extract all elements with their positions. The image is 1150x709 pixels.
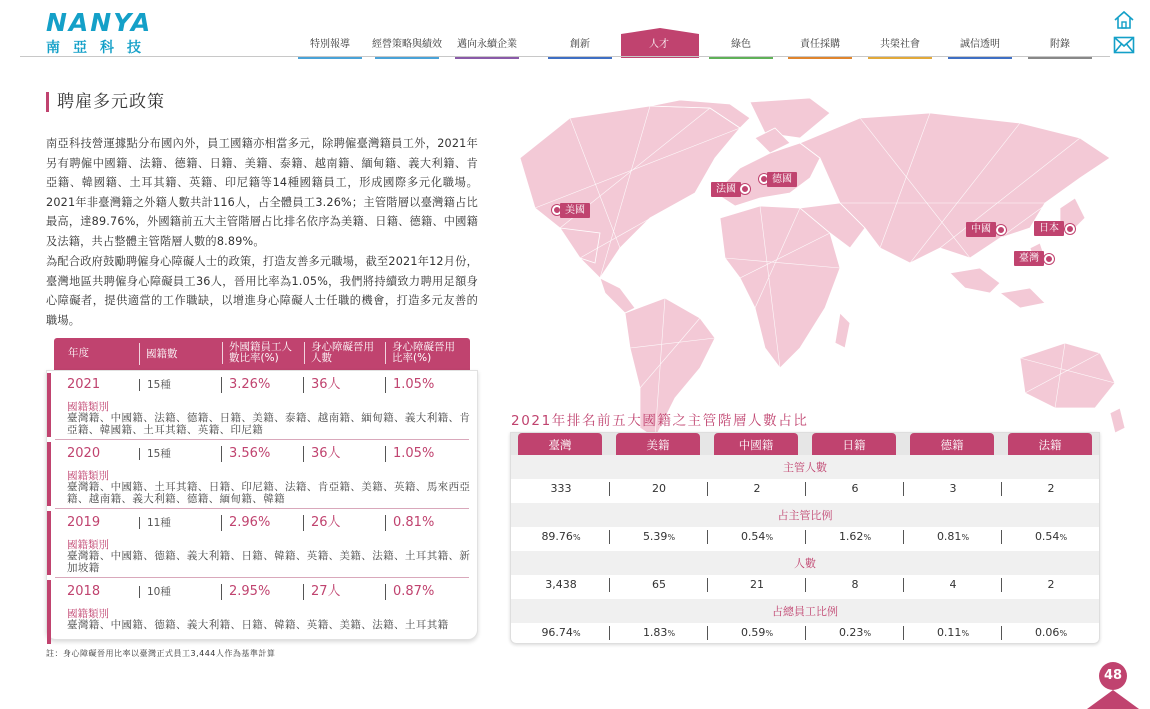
row-category-label: 國籍類別 xyxy=(67,470,109,482)
cell-value: 3 xyxy=(949,482,957,495)
cell-divider xyxy=(1001,578,1002,592)
cell-divider xyxy=(805,530,806,544)
row-nationality-count: 15種 xyxy=(139,448,171,460)
nav-item-label: 邁向永續企業 xyxy=(457,39,517,50)
page-number-decoration xyxy=(1087,690,1139,709)
cell-divider xyxy=(1001,482,1002,496)
row-values xyxy=(67,584,477,602)
table-row xyxy=(511,575,1099,595)
cell-value: 0.54 xyxy=(1034,530,1060,543)
table-cell xyxy=(1002,479,1100,499)
nav-item-7[interactable] xyxy=(862,38,938,52)
cell-unit: % xyxy=(667,629,676,638)
management-table-title: 2021年排名前五大國籍之主管階層人數占比 xyxy=(511,413,809,429)
row-nationality-count: 15種 xyxy=(139,379,171,391)
nav-item-2[interactable] xyxy=(449,38,525,52)
row-foreign-pct: 2.96% xyxy=(221,515,270,531)
table-cell xyxy=(708,527,806,548)
header-disabled-rate: 身心障礙晉用比率(%) xyxy=(385,342,461,364)
cell-value: 0.23 xyxy=(838,626,864,639)
row-accent-bar xyxy=(47,442,51,506)
row-nationality-list: 臺灣籍、中國籍、法籍、德籍、日籍、美籍、泰籍、越南籍、緬甸籍、義大利籍、肯亞籍、韓國籍、土耳其籍、英籍、印尼籍 xyxy=(67,412,471,436)
cell-value: 89.76 xyxy=(541,530,573,543)
cell-unit: % xyxy=(765,533,774,542)
table-row xyxy=(47,371,477,440)
table-cell xyxy=(1002,527,1100,548)
cell-value: 0.06 xyxy=(1034,626,1060,639)
cell-divider xyxy=(707,626,708,640)
table-cell xyxy=(512,527,610,548)
table-row xyxy=(511,479,1099,499)
table-cell xyxy=(512,575,610,595)
row-disabled-num: 36人 xyxy=(303,377,341,393)
row-category-label: 國籍類別 xyxy=(67,539,109,551)
world-map xyxy=(500,98,1140,448)
row-disabled-num: 36人 xyxy=(303,446,341,462)
map-label-taiwan: 臺灣 xyxy=(1014,251,1044,266)
home-icon[interactable] xyxy=(1113,10,1135,30)
nav-item-underline xyxy=(455,57,519,59)
table-cell xyxy=(610,575,708,595)
table-body xyxy=(46,370,478,640)
cell-divider xyxy=(707,482,708,496)
cell-unit: % xyxy=(572,629,581,638)
nav-item-5[interactable] xyxy=(703,38,779,52)
table-cell xyxy=(904,527,1002,548)
cell-value: 3,438 xyxy=(545,578,577,591)
cell-divider xyxy=(1001,626,1002,640)
cell-unit: % xyxy=(572,533,581,542)
nav-item-label: 綠色 xyxy=(731,39,751,50)
map-label-japan: 日本 xyxy=(1034,221,1064,236)
header-cell: 美籍 xyxy=(616,433,700,455)
row-foreign-pct: 3.56% xyxy=(221,446,270,462)
cell-unit: % xyxy=(863,533,872,542)
table-row xyxy=(511,623,1099,643)
header-count: 國籍數 xyxy=(139,343,178,365)
cell-unit: % xyxy=(961,629,970,638)
page-number: 48 xyxy=(1099,662,1127,690)
row-category-label: 國籍類別 xyxy=(67,401,109,413)
map-label-usa: 美國 xyxy=(560,203,590,218)
row-foreign-pct: 2.95% xyxy=(221,584,270,600)
row-accent-bar xyxy=(47,373,51,437)
row-category-label: 國籍類別 xyxy=(67,608,109,620)
cell-value: 1.83 xyxy=(642,626,668,639)
nav-item-underline xyxy=(709,57,773,59)
footnote: 註：身心障礙晉用比率以臺灣正式員工3,444人作為基準計算 xyxy=(46,649,276,658)
header-divider xyxy=(20,56,1110,57)
row-foreign-pct: 3.26% xyxy=(221,377,270,393)
group-label: 主管人數 xyxy=(783,461,827,474)
nav-item-6[interactable] xyxy=(782,38,858,52)
nav-item-0[interactable] xyxy=(292,38,368,52)
table-cell xyxy=(610,479,708,499)
cell-unit: % xyxy=(1059,629,1068,638)
top-navigation xyxy=(272,28,1100,58)
world-map-graphic xyxy=(500,98,1140,448)
map-label-germany: 德國 xyxy=(767,172,797,187)
table-row xyxy=(47,440,477,509)
cell-value: 4 xyxy=(949,578,957,591)
row-disabled-rate: 1.05% xyxy=(385,446,434,462)
map-marker-japan xyxy=(1065,224,1075,234)
cell-value: 0.11 xyxy=(936,626,962,639)
nav-item-underline xyxy=(868,57,932,59)
cell-divider xyxy=(707,578,708,592)
header-disabled-num: 身心障礙晉用人數 xyxy=(304,342,380,364)
header-cell: 日籍 xyxy=(812,433,896,455)
disability-paragraph: 為配合政府鼓勵聘僱身心障礙人士的政策，打造友善多元職場，截至2021年12月份，臺灣地區共聘僱身心障礙員工36人，晉用比率為1.05%，我們將持續致力聘用足額身心障礙者，提供適當的工作職缺，以增進身心障礙人士任職的機會，打造多元友善的職場。 xyxy=(46,255,478,327)
cell-divider xyxy=(609,626,610,640)
row-disabled-rate: 0.87% xyxy=(385,584,434,600)
row-nationality-list: 臺灣籍、中國籍、德籍、義大利籍、日籍、韓籍、英籍、美籍、法籍、土耳其籍、新加坡籍 xyxy=(67,550,471,574)
logo-subtitle: 南亞科技 xyxy=(46,40,154,56)
cell-value: 2 xyxy=(1047,482,1055,495)
cell-value: 0.59 xyxy=(740,626,766,639)
table-cell xyxy=(806,575,904,595)
row-values xyxy=(67,446,477,464)
row-disabled-rate: 0.81% xyxy=(385,515,434,531)
nav-item-label: 誠信透明 xyxy=(960,39,1000,50)
row-accent-bar xyxy=(47,580,51,644)
table-cell xyxy=(512,623,610,644)
header-foreign-pct: 外國籍員工人數比率(%) xyxy=(222,342,298,364)
table-cell xyxy=(806,623,904,644)
cell-divider xyxy=(1001,530,1002,544)
cell-divider xyxy=(609,482,610,496)
cell-value: 0.81 xyxy=(936,530,962,543)
table-row xyxy=(47,509,477,578)
table-row xyxy=(511,527,1099,547)
table-cell xyxy=(806,527,904,548)
cell-divider xyxy=(903,530,904,544)
header-year: 年度 xyxy=(68,347,89,359)
group-label: 人數 xyxy=(794,557,816,570)
nav-item-label: 特別報導 xyxy=(310,39,350,50)
mail-icon[interactable] xyxy=(1113,36,1135,54)
map-marker-china xyxy=(996,225,1006,235)
nav-item-label: 創新 xyxy=(570,39,590,50)
cell-unit: % xyxy=(1059,533,1068,542)
cell-value: 21 xyxy=(750,578,764,591)
nav-item-1[interactable] xyxy=(369,38,445,52)
cell-value: 6 xyxy=(851,482,859,495)
nav-item-label: 人才 xyxy=(649,39,669,50)
cell-value: 8 xyxy=(851,578,859,591)
cell-divider xyxy=(903,482,904,496)
cell-divider xyxy=(805,482,806,496)
header-cell: 德籍 xyxy=(910,433,994,455)
nav-item-underline xyxy=(548,57,612,59)
management-table-header xyxy=(511,433,1099,455)
cell-value: 96.74 xyxy=(541,626,573,639)
nav-item-underline xyxy=(298,57,362,59)
table-cell xyxy=(708,479,806,499)
nav-item-underline xyxy=(788,57,852,59)
yearly-diversity-table xyxy=(46,338,478,640)
cell-divider xyxy=(805,626,806,640)
nav-item-label: 附錄 xyxy=(1050,39,1070,50)
table-cell xyxy=(904,623,1002,644)
row-nationality-count: 11種 xyxy=(139,517,171,529)
header-cell: 法籍 xyxy=(1008,433,1092,455)
nav-item-8[interactable] xyxy=(942,38,1018,52)
cell-divider xyxy=(609,530,610,544)
cell-value: 65 xyxy=(652,578,666,591)
group-label: 占主管比例 xyxy=(777,509,833,522)
row-disabled-rate: 1.05% xyxy=(385,377,434,393)
nav-item-label: 共榮社會 xyxy=(880,39,920,50)
nav-item-label: 責任採購 xyxy=(800,39,840,50)
map-marker-france xyxy=(740,184,750,194)
table-cell xyxy=(1002,575,1100,595)
nav-item-label: 經營策略與績效 xyxy=(372,39,442,50)
nav-item-underline xyxy=(948,57,1012,59)
cell-value: 2 xyxy=(753,482,761,495)
nanya-logo[interactable] xyxy=(46,8,166,56)
cell-divider xyxy=(609,578,610,592)
nav-item-underline xyxy=(1028,57,1092,59)
table-cell xyxy=(512,479,610,499)
nav-item-underline xyxy=(375,57,439,59)
row-year: 2021 xyxy=(67,377,101,392)
cell-value: 0.54 xyxy=(740,530,766,543)
row-nationality-count: 10種 xyxy=(139,586,171,598)
row-nationality-list: 臺灣籍、中國籍、德籍、義大利籍、日籍、韓籍、英籍、美籍、法籍、土耳其籍 xyxy=(67,619,449,631)
row-values xyxy=(67,377,477,395)
cell-value: 333 xyxy=(550,482,572,495)
table-cell xyxy=(1002,623,1100,644)
row-disabled-num: 27人 xyxy=(303,584,341,600)
cell-value: 5.39 xyxy=(642,530,668,543)
management-nationality-table xyxy=(510,432,1100,644)
table-cell xyxy=(708,575,806,595)
cell-unit: % xyxy=(765,629,774,638)
row-accent-bar xyxy=(47,511,51,575)
cell-value: 20 xyxy=(652,482,666,495)
cell-unit: % xyxy=(961,533,970,542)
table-row xyxy=(47,578,477,647)
group-label: 占總員工比例 xyxy=(772,605,838,618)
map-marker-taiwan xyxy=(1044,254,1054,264)
cell-value: 2 xyxy=(1047,578,1055,591)
table-cell xyxy=(806,479,904,499)
table-cell xyxy=(610,623,708,644)
cell-value: 1.62 xyxy=(838,530,864,543)
cell-divider xyxy=(805,578,806,592)
cell-divider xyxy=(903,626,904,640)
row-year: 2020 xyxy=(67,446,101,461)
table-cell xyxy=(904,479,1002,499)
header-cell: 臺灣 xyxy=(518,433,602,455)
nav-item-4[interactable] xyxy=(621,28,697,58)
row-values xyxy=(67,515,477,533)
row-year: 2019 xyxy=(67,515,101,530)
row-disabled-num: 26人 xyxy=(303,515,341,531)
nav-item-9[interactable] xyxy=(1022,38,1098,52)
section-title: 聘雇多元政策 xyxy=(46,92,165,112)
logo-wordmark: NANYA xyxy=(46,8,153,37)
map-label-france: 法國 xyxy=(711,182,741,197)
intro-paragraph: 南亞科技營運據點分布國內外，員工國籍亦相當多元，除聘僱臺灣籍員工外，2021年另有聘僱中國籍、法籍、德籍、日籍、美籍、泰籍、越南籍、緬甸籍、義大利籍、肯亞籍、韓國籍、土耳其籍、英籍、印尼籍等14種國籍員工，形成國際多元化職場。2021年非臺灣籍之外籍人數共計116人，占全體員工3.26%；主管階層以臺灣籍占比最高，達89.76%，外國籍前五大主管階層占比排名依序為美籍、日籍、德籍、中國籍及法籍，共占整體主管階層人數的8.89%。 xyxy=(46,137,478,248)
cell-unit: % xyxy=(863,629,872,638)
header-cell: 中國籍 xyxy=(714,433,798,455)
row-nationality-list: 臺灣籍、中國籍、土耳其籍、日籍、印尼籍、法籍、肯亞籍、美籍、英籍、馬來西亞籍、越南籍、義大利籍、德籍、緬甸籍、韓籍 xyxy=(67,481,471,505)
row-year: 2018 xyxy=(67,584,101,599)
table-cell xyxy=(904,575,1002,595)
nav-item-3[interactable] xyxy=(542,38,618,52)
cell-divider xyxy=(903,578,904,592)
map-label-china: 中國 xyxy=(966,222,996,237)
table-header xyxy=(54,338,470,370)
table-cell xyxy=(610,527,708,548)
cell-unit: % xyxy=(667,533,676,542)
table-cell xyxy=(708,623,806,644)
cell-divider xyxy=(707,530,708,544)
